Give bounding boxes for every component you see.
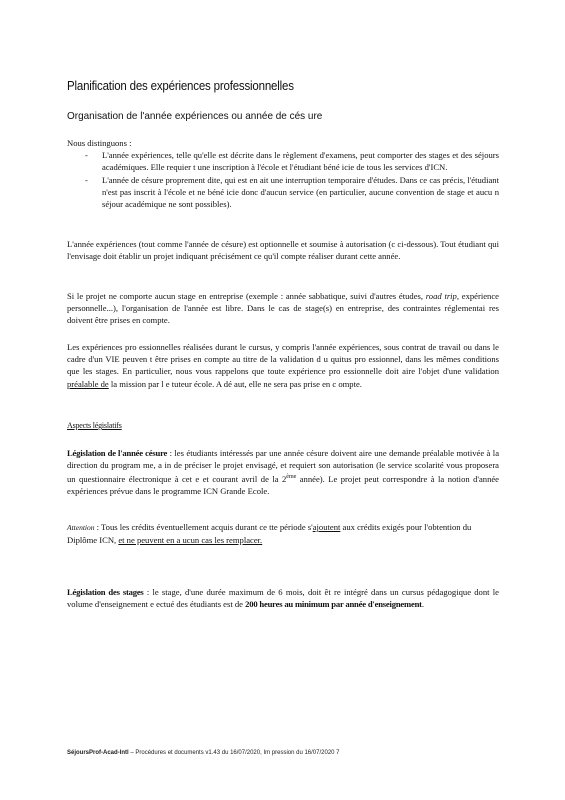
footer-reference: SéjoursProf-Acad-Intl [67,750,129,756]
paragraph-annee-experiences: L'année expériences (tout comme l'année de césure) est optionnelle et soumise à autorisation (c ci-dessous). Tout étudiant qui l'envisage doit établir un projet indiquant précisément ce qu'il compte réaliser durant cette année. [67,239,499,262]
text-span: Si le projet ne comporte aucun stage en entreprise (exemple : année sabbatique, suivi d'autres études, [67,291,426,301]
page-footer [67,750,340,756]
bullet-item: - L'année expériences, telle qu'elle est décrite dans le règlement d'examens, peut comporter des stages et des séjours académiques. Elle requier t une inscription à l'école et l'étudiant béné icie de tous les services d'ICN. [85,149,499,173]
legislation-label: Législation de l'année césure [67,448,168,458]
legislation-cesure [67,447,499,498]
italic-text: road trip, [425,291,460,301]
text-span: . [421,599,424,610]
paragraph-projet [67,290,499,327]
superscript: ème [286,474,297,481]
underlined-text: et ne peuvent en a ucun cas les remplacer. [118,535,263,546]
bullet-item: - L'année de césure proprement dite, qui est en ait une interruption temporaire d'études. Dans ce cas précis, l'étudiant n'est pas inscrit à l'école et ne béné icie donc d'aucun service (en particulier, aucune convention de stage et aucu n séjour académique ne sont possibles). [85,174,499,211]
underlined-text: ajoutent [312,522,341,532]
text-span: aux crédits exigés pour l'obtention du Diplôme ICN, [67,522,472,546]
paragraph-experiences-pro [67,341,499,390]
text-span: expérience personnelle...), l'organisation de l'année est libre. Dans le cas de stage(s) en entreprise, des contraintes réglementai res doivent être prises en compte. [67,291,499,326]
intro-section [67,137,499,210]
text-span: année). Le projet peut correspondre à la notion d'année expériences prévue dans le programme ICN Grande Ecole. [67,474,499,497]
text-span: : le stage, d'une durée maximum de 6 mois, doit êt re intégré dans un cursus pédagogique dont le volume d'enseignement e ectué des étudiants est de [67,587,499,610]
bold-text: 200 heures au minimum par année d'enseignement [245,599,422,610]
underlined-text: préalable de [67,378,109,389]
legislation-label: Législation des stages [67,587,144,597]
text-span: la mission par l e tuteur école. A dé aut, elle ne sera pas prise en c ompte. [108,378,362,389]
text-span: Les expériences pro essionnelles réalisées durant le cursus, y compris l'année expériences, sous contrat de travail ou dans le cadre d'un VIE peuven t être prises en compte au titre de la validation d u quitus pro essionnel, dans les mêmes conditions que les stages. En particulier, nous vous rappelons que toute expérience pro essionnelle doit aire l'objet d'une validation [67,342,499,377]
text-span: : les étudiants intéressés par une année césure doivent aire une demande préalable motivée à la direction du program me, a in de préciser le projet envisagé, et requiert son autorisation (le service scolarité vous proposera un questionnaire électronique à cet e et courant avril de la 2 [67,448,500,485]
page-title: Planification des expériences professionnelles [67,79,294,93]
legislation-stages [67,586,499,610]
intro-text: Nous distinguons : [67,138,132,148]
text-span: : Tous les crédits éventuellement acquis durant ce tte période s' [94,522,313,532]
page-subtitle: Organisation de l'année expériences ou année de cés ure [67,110,323,122]
footer-text: – Procédures et documents v1.43 du 16/07/2020, Im pression du 16/07/2020 7 [128,750,340,756]
bullet-list [67,149,499,210]
attention-label: Attention [67,523,95,532]
aspects-heading: Aspects législatifs [67,421,122,430]
attention-note [67,521,499,546]
